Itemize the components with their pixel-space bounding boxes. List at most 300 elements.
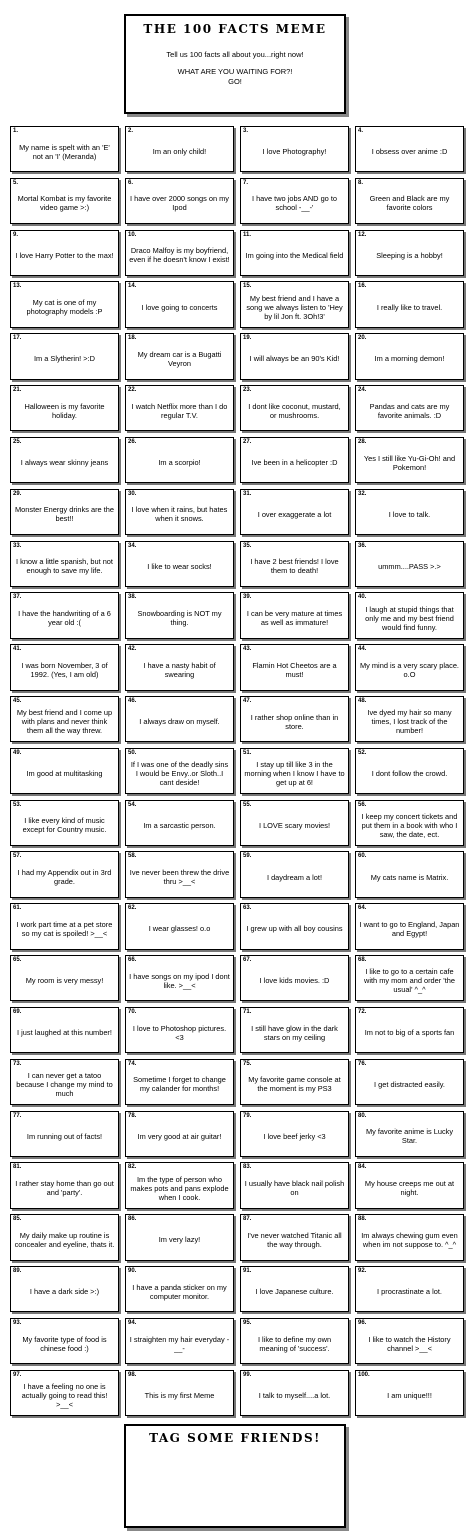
fact-card	[355, 385, 464, 431]
fact-number: 69.	[13, 1008, 22, 1015]
fact-number: 37.	[13, 594, 22, 601]
tag-friends-title: TAG SOME FRIENDS!	[149, 1431, 321, 1445]
fact-number: 27.	[243, 438, 252, 445]
fact-text: I can be very mature at times as well as immature!	[246, 609, 343, 628]
fact-card	[355, 748, 464, 794]
meme-header-box	[124, 14, 346, 114]
fact-text: I always draw on myself.	[139, 717, 220, 727]
fact-text: Im running out of facts!	[26, 1131, 103, 1141]
fact-number: 74.	[128, 1060, 137, 1067]
fact-card	[240, 281, 349, 327]
fact-text: I wear glasses! o.o	[148, 924, 211, 934]
fact-number: 34.	[128, 542, 137, 549]
fact-number: 50.	[128, 749, 137, 756]
fact-text: Ive dyed my hair so many times, I lost track of the number!	[367, 708, 452, 736]
fact-text: I have songs on my ipod I dont like. >__<	[129, 971, 230, 990]
fact-text: My favorite anime is Lucky Star.	[365, 1127, 454, 1146]
fact-text: I like to define my own meaning of 'success'.	[257, 1334, 332, 1353]
fact-number: 65.	[13, 957, 22, 964]
fact-card	[125, 851, 234, 897]
fact-card	[125, 489, 234, 535]
fact-number: 17.	[13, 335, 22, 342]
fact-card	[125, 541, 234, 587]
fact-text: I will always be an 90's Kid!	[249, 354, 340, 364]
fact-card	[125, 644, 234, 690]
fact-text: Ive been in a helicopter :D	[251, 458, 338, 468]
fact-number: 30.	[128, 490, 137, 497]
fact-text: I like to go to a certain cafe with my mom and order 'the usual' ^_^	[364, 967, 455, 995]
fact-text: Yes I still like Yu-Gi-Oh! and Pokemon!	[363, 453, 456, 472]
fact-card	[10, 644, 119, 690]
fact-text: I watch Netflix more than I do regular T.V.	[131, 401, 228, 420]
fact-text: My daily make up routine is concealer and eyeline, thats it.	[14, 1230, 115, 1249]
fact-number: 19.	[243, 335, 252, 342]
fact-card	[10, 1214, 119, 1260]
fact-card	[10, 333, 119, 379]
fact-card	[10, 281, 119, 327]
fact-text: I still have glow in the dark stars on my ceiling	[251, 1023, 338, 1042]
fact-text: I dont follow the crowd.	[371, 768, 448, 778]
fact-number: 66.	[128, 957, 137, 964]
fact-text: My cats name is Matrix.	[370, 872, 449, 882]
fact-text: This is my first Meme	[144, 1390, 215, 1400]
fact-card	[355, 1059, 464, 1105]
fact-number: 20.	[358, 335, 367, 342]
fact-number: 14.	[128, 283, 137, 290]
fact-text: Im a scorpio!	[158, 458, 201, 468]
fact-card	[10, 1162, 119, 1208]
fact-card	[125, 1162, 234, 1208]
fact-text: I can never get a tatoo because I change my mind to much	[16, 1070, 113, 1098]
fact-card	[10, 800, 119, 846]
fact-text: Im a morning demon!	[374, 354, 445, 364]
fact-card	[10, 126, 119, 172]
fact-card	[240, 696, 349, 742]
fact-number: 73.	[13, 1060, 22, 1067]
fact-number: 48.	[358, 698, 367, 705]
fact-text: Im not to big of a sports fan	[364, 1028, 455, 1038]
fact-text: I love when it rains, but hates when it snows.	[131, 505, 228, 524]
fact-number: 31.	[243, 490, 252, 497]
fact-number: 40.	[358, 594, 367, 601]
fact-card	[10, 1059, 119, 1105]
fact-card	[125, 592, 234, 638]
fact-number: 89.	[13, 1268, 22, 1275]
fact-text: Im the type of person who makes pots and pans explode when I cook.	[130, 1174, 229, 1202]
fact-number: 54.	[128, 801, 137, 808]
fact-card	[240, 1214, 349, 1260]
fact-card	[240, 903, 349, 949]
fact-text: I rather shop online than in store.	[250, 712, 339, 731]
fact-text: I love Japanese culture.	[255, 1287, 334, 1297]
fact-text: Im a Slytherin! >:D	[34, 354, 95, 364]
fact-number: 9.	[13, 231, 19, 238]
fact-number: 82.	[128, 1164, 137, 1171]
fact-number: 70.	[128, 1008, 137, 1015]
fact-card	[10, 903, 119, 949]
fact-text: I have the handwriting of a 6 year old :(	[18, 609, 111, 628]
fact-card	[125, 696, 234, 742]
fact-text: I grew up with all boy cousins	[246, 924, 343, 934]
fact-card	[355, 592, 464, 638]
fact-card	[125, 955, 234, 1001]
fact-text: Im very good at air guitar!	[137, 1131, 222, 1141]
fact-number: 86.	[128, 1216, 137, 1223]
fact-number: 10.	[128, 231, 137, 238]
fact-card	[240, 955, 349, 1001]
fact-number: 62.	[128, 905, 137, 912]
fact-card	[355, 1214, 464, 1260]
fact-card	[240, 748, 349, 794]
fact-card	[10, 955, 119, 1001]
fact-card	[240, 385, 349, 431]
fact-text: I always wear skinny jeans	[20, 458, 109, 468]
fact-card	[125, 178, 234, 224]
fact-number: 6.	[128, 179, 134, 186]
fact-number: 45.	[13, 698, 22, 705]
fact-text: I love going to concerts	[141, 302, 218, 312]
fact-card	[10, 748, 119, 794]
fact-text: My house creeps me out at night.	[364, 1179, 455, 1198]
fact-card	[10, 696, 119, 742]
fact-text: I've never watched Titanic all the way through.	[247, 1230, 342, 1249]
fact-card	[355, 800, 464, 846]
fact-number: 23.	[243, 387, 252, 394]
fact-number: 87.	[243, 1216, 252, 1223]
fact-text: I like every kind of music except for Country music.	[22, 816, 107, 835]
fact-card	[125, 903, 234, 949]
fact-number: 26.	[128, 438, 137, 445]
fact-text: I love to talk.	[388, 509, 431, 519]
fact-card	[355, 1162, 464, 1208]
fact-number: 95.	[243, 1319, 252, 1326]
fact-card	[355, 126, 464, 172]
fact-card	[125, 1318, 234, 1364]
fact-card	[10, 1318, 119, 1364]
fact-text: I straighten my hair everyday -__-	[129, 1334, 230, 1353]
fact-number: 51.	[243, 749, 252, 756]
fact-number: 49.	[13, 749, 22, 756]
fact-card	[240, 851, 349, 897]
fact-text: I love beef jerky <3	[263, 1131, 326, 1141]
fact-number: 91.	[243, 1268, 252, 1275]
fact-card	[10, 851, 119, 897]
fact-number: 5.	[13, 179, 19, 186]
fact-text: My favorite type of food is chinese food :)	[22, 1334, 107, 1353]
fact-card	[125, 281, 234, 327]
fact-text: My room is very messy!	[25, 976, 104, 986]
fact-text: I have a feeling no one is actually going to read this! >__<	[21, 1381, 108, 1409]
fact-number: 16.	[358, 283, 367, 290]
fact-card	[355, 644, 464, 690]
fact-text: I LOVE scary movies!	[258, 820, 331, 830]
fact-text: I over exaggerate a lot	[257, 509, 332, 519]
fact-card	[355, 851, 464, 897]
fact-card	[240, 126, 349, 172]
facts-grid	[10, 126, 464, 1416]
fact-number: 13.	[13, 283, 22, 290]
fact-number: 29.	[13, 490, 22, 497]
fact-card	[240, 489, 349, 535]
fact-text: I daydream a lot!	[266, 872, 323, 882]
fact-number: 71.	[243, 1008, 252, 1015]
fact-card	[125, 748, 234, 794]
fact-card	[125, 1370, 234, 1416]
fact-number: 58.	[128, 853, 137, 860]
fact-text: I really like to travel.	[376, 302, 443, 312]
fact-card	[355, 1007, 464, 1053]
fact-card	[10, 230, 119, 276]
fact-card	[240, 592, 349, 638]
fact-number: 77.	[13, 1112, 22, 1119]
fact-text: I want to go to England, Japan and Egypt!	[359, 919, 460, 938]
fact-card	[125, 385, 234, 431]
fact-number: 97.	[13, 1371, 22, 1378]
fact-number: 90.	[128, 1268, 137, 1275]
fact-card	[240, 1007, 349, 1053]
fact-text: I love Harry Potter to the max!	[15, 250, 114, 260]
fact-number: 21.	[13, 387, 22, 394]
fact-card	[240, 1111, 349, 1157]
fact-card	[125, 230, 234, 276]
cta-line-1: WHAT ARE YOU WAITING FOR?!	[177, 67, 293, 76]
fact-text: I have over 2000 songs on my Ipod	[129, 194, 229, 213]
fact-number: 92.	[358, 1268, 367, 1275]
fact-card	[10, 437, 119, 483]
fact-text: Im always chewing gum even when im not suppose to. ^_^	[361, 1230, 458, 1249]
fact-number: 68.	[358, 957, 367, 964]
fact-number: 33.	[13, 542, 22, 549]
fact-number: 15.	[243, 283, 252, 290]
fact-card	[10, 592, 119, 638]
fact-card	[355, 281, 464, 327]
fact-number: 75.	[243, 1060, 252, 1067]
fact-card	[240, 644, 349, 690]
fact-text: Sometime I forget to change my calander for months!	[133, 1075, 226, 1094]
fact-card	[355, 955, 464, 1001]
fact-card	[240, 1266, 349, 1312]
fact-card	[10, 489, 119, 535]
meme-subtitle: Tell us 100 facts all about you...right now!	[166, 50, 304, 59]
fact-number: 52.	[358, 749, 367, 756]
fact-number: 35.	[243, 542, 252, 549]
fact-card	[240, 230, 349, 276]
fact-text: I rather stay home than go out and 'party'.	[15, 1179, 114, 1198]
fact-text: I stay up till like 3 in the morning when I know I have to get up at 6!	[244, 759, 345, 787]
tag-friends-box	[124, 1424, 346, 1528]
fact-card	[125, 1111, 234, 1157]
fact-card	[240, 333, 349, 379]
fact-number: 47.	[243, 698, 252, 705]
fact-text: I have a nasty habit of swearing	[143, 660, 216, 679]
fact-card	[355, 696, 464, 742]
fact-text: Monster Energy drinks are the best!!	[15, 505, 114, 524]
fact-card	[240, 437, 349, 483]
fact-text: Im a sarcastic person.	[143, 820, 216, 830]
fact-text: My best friend and I have a song we always listen to 'Hey by lil Jon ft. 3Oh!3'	[246, 293, 343, 321]
fact-card	[125, 1214, 234, 1260]
fact-number: 88.	[358, 1216, 367, 1223]
fact-card	[355, 1370, 464, 1416]
fact-number: 85.	[13, 1216, 22, 1223]
fact-card	[355, 1111, 464, 1157]
fact-text: My name is spelt with an 'E' not an 'I' (Meranda)	[19, 142, 110, 161]
fact-card	[240, 1059, 349, 1105]
fact-text: Halloween is my favorite holiday.	[24, 401, 105, 420]
fact-number: 39.	[243, 594, 252, 601]
meme-title: THE 100 FACTS MEME	[143, 22, 327, 36]
fact-card	[10, 541, 119, 587]
fact-number: 12.	[358, 231, 367, 238]
fact-card	[355, 1318, 464, 1364]
fact-card	[10, 1370, 119, 1416]
fact-number: 2.	[128, 128, 134, 134]
fact-number: 53.	[13, 801, 22, 808]
fact-number: 11.	[243, 231, 252, 238]
fact-card	[355, 333, 464, 379]
fact-number: 7.	[243, 179, 249, 186]
fact-number: 64.	[358, 905, 367, 912]
fact-text: I obsess over anime :D	[371, 147, 448, 157]
fact-number: 80.	[358, 1112, 367, 1119]
fact-card	[10, 178, 119, 224]
fact-number: 100.	[358, 1371, 370, 1378]
fact-text: My favorite game console at the moment is my PS3	[248, 1075, 341, 1094]
fact-text: Ive never been threw the drive thru >__<	[129, 868, 230, 887]
fact-text: I like to wear socks!	[147, 561, 212, 571]
fact-card	[240, 1318, 349, 1364]
fact-number: 59.	[243, 853, 252, 860]
fact-number: 79.	[243, 1112, 252, 1119]
fact-number: 78.	[128, 1112, 137, 1119]
fact-card	[355, 178, 464, 224]
fact-card	[355, 1266, 464, 1312]
fact-text: I love Photography!	[262, 147, 327, 157]
fact-number: 1.	[13, 128, 19, 134]
fact-text: I know a little spanish, but not enough to save my life.	[16, 557, 113, 576]
fact-number: 36.	[358, 542, 367, 549]
fact-card	[10, 385, 119, 431]
fact-text: I love kids movies. :D	[259, 976, 330, 986]
fact-number: 42.	[128, 646, 137, 653]
fact-number: 28.	[358, 438, 367, 445]
fact-text: My cat is one of my photography models :P	[26, 298, 103, 317]
fact-text: Im an only child!	[152, 147, 207, 157]
fact-number: 83.	[243, 1164, 252, 1171]
fact-number: 99.	[243, 1371, 252, 1378]
fact-card	[240, 178, 349, 224]
fact-text: I get distracted easily.	[374, 1079, 445, 1089]
fact-number: 76.	[358, 1060, 367, 1067]
fact-number: 60.	[358, 853, 367, 860]
fact-text: Pandas and cats are my favorite animals. :D	[369, 401, 450, 420]
fact-text: I love to Photoshop pictures. <3	[132, 1023, 227, 1042]
fact-number: 84.	[358, 1164, 367, 1171]
fact-text: I talk to myself....a lot.	[258, 1390, 331, 1400]
fact-number: 98.	[128, 1371, 137, 1378]
fact-text: I dont like coconut, mustard, or mushrooms.	[248, 401, 341, 420]
fact-text: Flamin Hot Cheetos are a must!	[252, 660, 337, 679]
fact-number: 24.	[358, 387, 367, 394]
fact-card	[10, 1111, 119, 1157]
fact-text: Im very lazy!	[158, 1235, 201, 1245]
fact-number: 8.	[358, 179, 364, 186]
fact-text: Sleeping is a hobby!	[376, 250, 443, 260]
fact-card	[10, 1266, 119, 1312]
fact-card	[125, 126, 234, 172]
cta-line-2: GO!	[228, 77, 242, 86]
fact-text: I work part time at a pet store so my cat is spoiled! >__<	[16, 919, 113, 938]
fact-text: My dream car is a Bugatti Veyron	[137, 349, 222, 368]
fact-number: 41.	[13, 646, 22, 653]
fact-number: 38.	[128, 594, 137, 601]
fact-text: Green and Black are my favorite colors	[369, 194, 450, 213]
fact-text: I keep my concert tickets and put them in a book with who I saw, the date, ect.	[361, 811, 458, 839]
fact-card	[355, 437, 464, 483]
fact-text: I have two jobs AND go to school -__-'	[251, 194, 338, 213]
fact-text: I was born November, 3 of 1992. (Yes, I am old)	[21, 660, 108, 679]
fact-card	[125, 1059, 234, 1105]
fact-card	[355, 230, 464, 276]
fact-number: 63.	[243, 905, 252, 912]
fact-number: 94.	[128, 1319, 137, 1326]
fact-text: I have a dark side >:)	[29, 1287, 100, 1297]
fact-number: 3.	[243, 128, 249, 134]
fact-number: 18.	[128, 335, 137, 342]
fact-card	[125, 1266, 234, 1312]
fact-text: Mortal Kombat is my favorite video game >:)	[17, 194, 112, 213]
fact-text: I have 2 best friends! I love them to death!	[250, 557, 339, 576]
fact-text: Snowboarding is NOT my thing.	[137, 609, 222, 628]
fact-card	[240, 1370, 349, 1416]
fact-card	[240, 541, 349, 587]
fact-number: 61.	[13, 905, 22, 912]
fact-text: I had my Appendix out in 3rd grade.	[17, 868, 112, 887]
fact-card	[125, 437, 234, 483]
fact-card	[240, 1162, 349, 1208]
fact-card	[125, 1007, 234, 1053]
meme-call-to-action	[126, 67, 344, 87]
fact-number: 72.	[358, 1008, 367, 1015]
fact-text: Im going into the Medical field	[245, 250, 344, 260]
fact-number: 56.	[358, 801, 367, 808]
fact-text: I just laughed at this number!	[17, 1028, 112, 1038]
fact-card	[10, 1007, 119, 1053]
fact-number: 43.	[243, 646, 252, 653]
fact-card	[240, 800, 349, 846]
fact-number: 81.	[13, 1164, 22, 1171]
fact-card	[125, 800, 234, 846]
fact-number: 93.	[13, 1319, 22, 1326]
fact-text: I like to watch the History channel >__<	[368, 1334, 451, 1353]
fact-text: My mind is a very scary place. o.O	[360, 660, 459, 679]
fact-card	[355, 489, 464, 535]
fact-number: 44.	[358, 646, 367, 653]
fact-text: ummm....PASS >.>	[378, 561, 441, 571]
fact-number: 46.	[128, 698, 137, 705]
fact-card	[125, 333, 234, 379]
fact-card	[355, 541, 464, 587]
fact-text: I laugh at stupid things that only me and my best friend would find funny.	[365, 604, 454, 632]
fact-text: I usually have black nail polish on	[244, 1179, 345, 1198]
fact-text: If I was one of the deadly sins I would be Envy..or Sloth..I cant deside!	[130, 759, 229, 787]
fact-text: Im good at multitasking	[26, 768, 103, 778]
fact-text: Draco Malfoy is my boyfriend, even if he doesn't know I exist!	[129, 246, 230, 265]
fact-number: 32.	[358, 490, 367, 497]
fact-text: I am unique!!!	[387, 1390, 432, 1400]
fact-number: 55.	[243, 801, 252, 808]
fact-number: 22.	[128, 387, 137, 394]
